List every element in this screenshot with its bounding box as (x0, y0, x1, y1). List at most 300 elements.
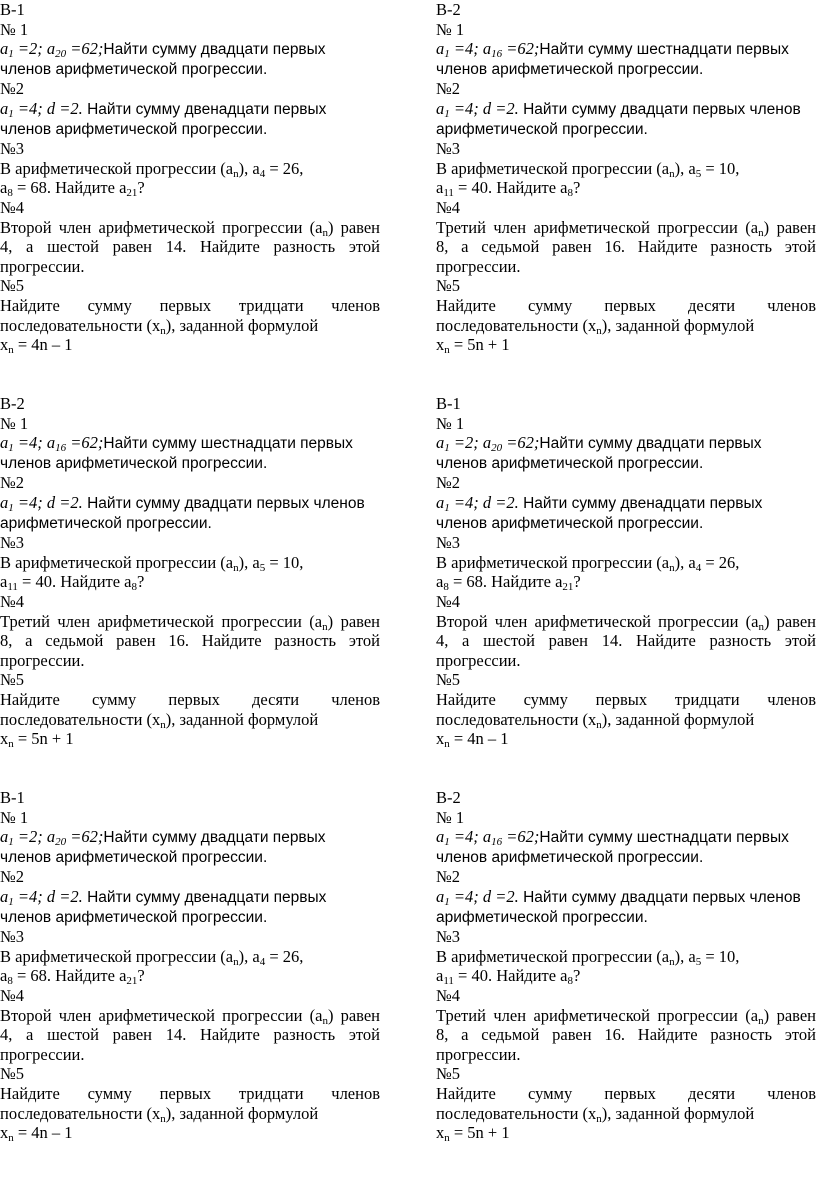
text-t4c: прогрессии. (0, 1044, 85, 1064)
task-5-line-1 (436, 690, 816, 710)
text-c1-s1: 1 (8, 442, 14, 455)
text-t5b-e: ), заданной формулой (165, 315, 319, 335)
text-t5c: x (0, 729, 9, 749)
text-t3a: В арифметической прогрессии (a (0, 552, 234, 572)
text-num3: №3 (0, 927, 24, 947)
text-t5b: последовательности (x (0, 709, 161, 729)
task-3-line-2 (436, 178, 816, 198)
task-2-line-1 (436, 493, 816, 514)
task-4-line-3 (0, 257, 380, 277)
text-t5a: Найдите сумму первых тридцати членов (0, 295, 380, 315)
text-c2-s: 1 (444, 895, 450, 908)
text-t3b-s: 11 (443, 975, 454, 988)
task-2-line-1 (436, 887, 816, 908)
task-2-line-1 (436, 99, 816, 120)
variant-label (0, 788, 380, 808)
text-t3b: a (436, 966, 444, 986)
text-c2-e: =4; d =2. (449, 98, 519, 118)
text-num2: №2 (0, 473, 24, 493)
task-3-line-1 (436, 947, 816, 967)
text-t3a: В арифметической прогрессии (a (0, 946, 234, 966)
text-t3b-s: 11 (443, 187, 454, 200)
text-num2: №2 (0, 867, 24, 887)
text-t3a: В арифметической прогрессии (a (436, 552, 670, 572)
task-5-line-1 (0, 296, 380, 316)
task-1-number (0, 414, 380, 434)
text-c1-e2: =62; (66, 433, 104, 453)
text-t1b: членов арифметической прогрессии. (0, 848, 268, 866)
text-t1a: Найти сумму шестнадцати первых (103, 435, 353, 453)
text-t3b-s2: 21 (126, 187, 138, 200)
text-t3a-m: ), a (674, 552, 696, 572)
text-t3b: a (0, 572, 8, 592)
text-t3b-e: ? (137, 966, 145, 986)
text-t3b-s2: 8 (567, 975, 574, 988)
text-num3: №3 (0, 533, 24, 553)
task-4-line-3 (436, 651, 816, 671)
text-t5c-e: = 4n – 1 (13, 335, 73, 355)
task-2-line-2 (436, 514, 816, 534)
text-num5: №5 (0, 1064, 24, 1084)
task-4-line-1 (0, 1006, 380, 1026)
text-t1b: членов арифметической прогрессии. (436, 848, 704, 866)
text-t5c-s: n (444, 738, 450, 751)
text-t5c: x (0, 335, 9, 355)
text-t4a: Третий член арифметической прогрессии (a (436, 1005, 759, 1025)
text-t5c-e: = 5n + 1 (13, 729, 74, 749)
task-3-number (0, 533, 380, 553)
text-t4c: прогрессии. (0, 650, 85, 670)
text-num4: №4 (436, 197, 460, 217)
task-5-line-1 (436, 1084, 816, 1104)
text-t2a: Найти сумму двадцати первых членов (518, 100, 801, 118)
text-c2-e: =4; d =2. (449, 492, 519, 512)
text-num1: № 1 (0, 413, 29, 433)
text-t4a-s: n (322, 226, 328, 239)
task-4-line-1 (436, 218, 816, 238)
text-t1a: Найти сумму двадцати первых (539, 435, 762, 453)
text-label: В-2 (436, 788, 461, 807)
text-t3a-m: ), a (238, 158, 260, 178)
text-t3b: a (0, 178, 8, 198)
text-t3b-e: ? (573, 178, 581, 198)
text-c1-a: a (436, 433, 445, 453)
text-t3b-e: ? (137, 572, 145, 592)
text-t2b: членов арифметической прогрессии. (0, 120, 268, 138)
task-5-formula (0, 1123, 380, 1143)
task-5-number (0, 276, 380, 296)
task-4-number (436, 198, 816, 218)
task-3-line-1 (0, 947, 380, 967)
text-t3b: a (0, 966, 8, 986)
task-4-number (0, 198, 380, 218)
task-1-line-1 (0, 433, 380, 454)
text-t4a: Третий член арифметической прогрессии (a (0, 611, 323, 631)
text-t3a-s: n (669, 167, 675, 180)
text-num3: №3 (436, 533, 460, 553)
text-t5b: последовательности (x (436, 709, 597, 729)
text-t4a: Третий член арифметической прогрессии (a (436, 217, 759, 237)
task-2-line-2 (0, 514, 380, 534)
task-4-line-2 (436, 1025, 816, 1045)
text-t5b: последовательности (x (436, 315, 597, 335)
task-5-number (0, 1064, 380, 1084)
task-4-line-2 (0, 631, 380, 651)
variant-label (0, 394, 380, 414)
text-t3a-e: = 26, (265, 946, 304, 966)
variant-card-6 (436, 788, 816, 1143)
text-t3b-e: ? (573, 572, 581, 592)
variant-label (436, 394, 816, 414)
text-t4c: прогрессии. (436, 256, 521, 276)
text-t5c-e: = 5n + 1 (449, 1123, 510, 1143)
text-t3a-s: n (669, 561, 675, 574)
text-c2-a: a (0, 886, 9, 906)
task-3-line-1 (0, 159, 380, 179)
text-t4a-e: ) равен (763, 1005, 816, 1025)
text-t5c-s: n (8, 344, 14, 357)
text-t4b: 8, а седьмой равен 16. Найдите разность этой (436, 1025, 816, 1045)
text-t5c-s: n (8, 1132, 14, 1145)
task-2-line-1 (0, 887, 380, 908)
text-t4a: Второй член арифметической прогрессии (a (436, 611, 759, 631)
task-5-line-2 (436, 710, 816, 730)
text-label: В-1 (0, 788, 25, 807)
task-5-line-2 (0, 710, 380, 730)
task-1-line-2 (436, 454, 816, 474)
text-t2b: арифметической прогрессии. (436, 908, 648, 926)
task-1-number (0, 808, 380, 828)
text-t4b: 4, а шестой равен 14. Найдите разность этой (0, 237, 380, 257)
task-5-formula (0, 335, 380, 355)
text-num5: №5 (436, 276, 460, 296)
text-t3a-e: = 26, (701, 552, 740, 572)
text-c1-e1: =4; a (449, 39, 492, 59)
text-t3b: a (436, 178, 444, 198)
text-t3b-m: = 68. Найдите a (448, 572, 563, 592)
text-t3b-s: 8 (7, 187, 13, 200)
text-t5c-s: n (444, 1132, 450, 1145)
text-t3b-e: ? (137, 178, 145, 198)
task-3-line-2 (436, 572, 816, 592)
text-t4c: прогрессии. (436, 650, 521, 670)
task-4-number (0, 986, 380, 1006)
text-c1-s1: 1 (8, 836, 14, 849)
text-c2-e: =4; d =2. (13, 886, 83, 906)
task-1-line-1 (0, 827, 380, 848)
task-5-line-2 (0, 1104, 380, 1124)
text-t5b-e: ), заданной формулой (601, 315, 755, 335)
text-label: В-1 (436, 394, 461, 413)
text-c1-e1: =2; a (449, 433, 492, 453)
text-c1-a: a (0, 39, 9, 59)
text-t3a-m: ), a (674, 946, 696, 966)
text-t3b-s: 8 (443, 581, 449, 594)
text-c1-e1: =2; a (13, 39, 56, 59)
task-3-line-2 (0, 572, 380, 592)
text-t4a-s: n (758, 620, 764, 633)
text-t3b-s2: 21 (562, 581, 574, 594)
task-3-number (0, 927, 380, 947)
text-t5b-e: ), заданной формулой (601, 1103, 755, 1123)
variant-card-5 (0, 788, 380, 1143)
text-t5b-s: n (596, 718, 602, 731)
text-t4a-e: ) равен (327, 611, 380, 631)
task-1-line-1 (436, 827, 816, 848)
text-c2-a: a (436, 886, 445, 906)
text-c1-s1: 1 (8, 48, 14, 61)
text-t3a-s2: 4 (259, 167, 266, 180)
text-t3b-s2: 21 (126, 975, 138, 988)
task-4-line-3 (436, 1045, 816, 1065)
task-1-line-2 (0, 60, 380, 80)
text-c2-e: =4; d =2. (449, 886, 519, 906)
text-t5a: Найдите сумму первых десяти членов (436, 295, 816, 315)
task-2-line-2 (0, 908, 380, 928)
text-t3a-e: = 10, (701, 946, 740, 966)
text-t5b-e: ), заданной формулой (165, 1103, 319, 1123)
text-num5: №5 (436, 670, 460, 690)
task-4-line-2 (0, 237, 380, 257)
task-3-number (436, 927, 816, 947)
text-t5b-s: n (160, 718, 166, 731)
text-t5a: Найдите сумму первых тридцати членов (0, 1083, 380, 1103)
text-t4b: 4, а шестой равен 14. Найдите разность этой (0, 1025, 380, 1045)
text-t2a: Найти сумму двадцати первых членов (82, 494, 365, 512)
text-num5: №5 (436, 1064, 460, 1084)
text-c1-s1: 1 (444, 836, 450, 849)
task-4-line-2 (436, 631, 816, 651)
text-num2: №2 (0, 79, 24, 99)
task-3-line-2 (436, 966, 816, 986)
text-t3a-s2: 5 (259, 561, 266, 574)
text-t3b-s2: 8 (567, 187, 574, 200)
text-t3b-m: = 40. Найдите a (453, 178, 568, 198)
text-t3a-m: ), a (238, 946, 260, 966)
text-num4: №4 (436, 985, 460, 1005)
text-t3a-s: n (233, 955, 239, 968)
variant-label (436, 788, 816, 808)
task-5-line-1 (0, 1084, 380, 1104)
text-c1-s1: 1 (444, 442, 450, 455)
text-t4a-s: n (322, 620, 328, 633)
task-5-line-1 (0, 690, 380, 710)
text-t4c: прогрессии. (0, 256, 85, 276)
text-c2-a: a (436, 98, 445, 118)
task-1-line-1 (436, 39, 816, 60)
text-c1-s2: 20 (491, 442, 503, 455)
text-t2a: Найти сумму двадцати первых членов (518, 888, 801, 906)
variant-card-4 (436, 394, 816, 749)
text-t3a-m: ), a (238, 552, 260, 572)
task-5-formula (436, 335, 816, 355)
variant-label (436, 0, 816, 20)
text-c2-e: =4; d =2. (13, 492, 83, 512)
text-c1-a: a (0, 433, 9, 453)
text-t4a-s: n (758, 1014, 764, 1027)
text-c1-e2: =62; (502, 39, 540, 59)
text-c1-e2: =62; (66, 39, 104, 59)
text-num2: №2 (436, 473, 460, 493)
text-t4a-s: n (758, 226, 764, 239)
text-t5b-s: n (160, 1112, 166, 1125)
text-t4a-e: ) равен (327, 1005, 380, 1025)
text-c1-e2: =62; (502, 827, 540, 847)
task-4-line-2 (436, 237, 816, 257)
text-t5b: последовательности (x (0, 1103, 161, 1123)
text-t4a: Второй член арифметической прогрессии (a (0, 217, 323, 237)
text-t4a-s: n (322, 1014, 328, 1027)
text-t3b-s: 8 (7, 975, 13, 988)
text-t3b-s: 11 (7, 581, 18, 594)
task-3-line-2 (0, 178, 380, 198)
task-4-number (436, 986, 816, 1006)
text-num4: №4 (0, 591, 24, 611)
task-4-line-3 (0, 651, 380, 671)
task-1-line-2 (436, 848, 816, 868)
task-1-number (436, 808, 816, 828)
task-5-number (436, 276, 816, 296)
task-5-formula (436, 729, 816, 749)
text-t3a-s: n (669, 955, 675, 968)
task-2-number (436, 79, 816, 99)
text-num5: №5 (0, 276, 24, 296)
text-num5: №5 (0, 670, 24, 690)
task-1-line-2 (436, 60, 816, 80)
text-t3a-s2: 5 (695, 167, 702, 180)
text-t5c-e: = 5n + 1 (449, 335, 510, 355)
text-t5c: x (436, 335, 445, 355)
task-1-number (436, 414, 816, 434)
text-c1-e1: =4; a (449, 827, 492, 847)
text-t5b-e: ), заданной формулой (165, 709, 319, 729)
task-3-line-1 (436, 553, 816, 573)
text-num1: № 1 (436, 19, 465, 39)
task-4-line-3 (436, 257, 816, 277)
text-t2a: Найти сумму двенадцати первых (82, 100, 327, 118)
text-t5c: x (0, 1123, 9, 1143)
text-t1b: членов арифметической прогрессии. (436, 60, 704, 78)
task-3-line-2 (0, 966, 380, 986)
text-num1: № 1 (0, 807, 29, 827)
text-c2-s: 1 (444, 107, 450, 120)
text-num3: №3 (436, 139, 460, 159)
text-t1a: Найти сумму шестнадцати первых (539, 829, 789, 847)
text-num4: №4 (436, 591, 460, 611)
task-2-number (436, 867, 816, 887)
text-label: В-1 (0, 0, 25, 19)
text-num1: № 1 (436, 807, 465, 827)
task-4-line-1 (0, 218, 380, 238)
task-2-number (0, 79, 380, 99)
text-t4a-e: ) равен (763, 611, 816, 631)
text-c2-s: 1 (444, 501, 450, 514)
text-t3a-s: n (233, 167, 239, 180)
text-t5b-s: n (596, 324, 602, 337)
text-t4c: прогрессии. (436, 1044, 521, 1064)
text-t3b-e: ? (573, 966, 581, 986)
text-num1: № 1 (0, 19, 29, 39)
text-c2-s: 1 (8, 501, 14, 514)
task-3-line-1 (0, 553, 380, 573)
text-t4b: 4, а шестой равен 14. Найдите разность этой (436, 631, 816, 651)
text-c1-s2: 16 (491, 48, 503, 61)
task-4-line-1 (0, 612, 380, 632)
task-1-line-1 (436, 433, 816, 454)
text-t3b-m: = 40. Найдите a (17, 572, 132, 592)
task-4-line-1 (436, 612, 816, 632)
task-1-line-2 (0, 848, 380, 868)
text-num2: №2 (436, 79, 460, 99)
text-c1-a: a (436, 39, 445, 59)
task-2-line-2 (436, 908, 816, 928)
text-t4a: Второй член арифметической прогрессии (a (0, 1005, 323, 1025)
task-2-number (436, 473, 816, 493)
text-t4b: 8, а седьмой равен 16. Найдите разность этой (436, 237, 816, 257)
variant-card-2 (436, 0, 816, 355)
task-3-number (436, 533, 816, 553)
task-4-line-3 (0, 1045, 380, 1065)
text-t5a: Найдите сумму первых десяти членов (0, 689, 380, 709)
task-3-number (436, 139, 816, 159)
text-t4a-e: ) равен (327, 217, 380, 237)
task-5-number (436, 670, 816, 690)
text-c1-s2: 16 (55, 442, 67, 455)
task-5-line-1 (436, 296, 816, 316)
text-c1-e2: =62; (66, 827, 104, 847)
text-c2-s: 1 (8, 107, 14, 120)
text-t2b: арифметической прогрессии. (0, 514, 212, 532)
text-t1a: Найти сумму двадцати первых (103, 41, 326, 59)
text-t2b: членов арифметической прогрессии. (436, 514, 704, 532)
text-t3a-e: = 10, (701, 158, 740, 178)
task-3-number (0, 139, 380, 159)
text-t2a: Найти сумму двенадцати первых (518, 494, 763, 512)
text-c1-a: a (0, 827, 9, 847)
text-c2-a: a (0, 492, 9, 512)
text-t2b: членов арифметической прогрессии. (0, 908, 268, 926)
text-t4a-e: ) равен (763, 217, 816, 237)
text-t5c: x (436, 729, 445, 749)
task-5-line-2 (436, 1104, 816, 1124)
text-t5c: x (436, 1123, 445, 1143)
text-t3a-s2: 4 (695, 561, 702, 574)
text-c2-a: a (0, 98, 9, 118)
task-2-number (0, 867, 380, 887)
text-t4b: 8, а седьмой равен 16. Найдите разность этой (0, 631, 380, 651)
text-t5b: последовательности (x (0, 315, 161, 335)
task-2-number (0, 473, 380, 493)
text-t1a: Найти сумму двадцати первых (103, 829, 326, 847)
task-2-line-1 (0, 99, 380, 120)
text-t5c-e: = 4n – 1 (449, 729, 509, 749)
task-5-line-2 (436, 316, 816, 336)
text-t5c-e: = 4n – 1 (13, 1123, 73, 1143)
text-t5a: Найдите сумму первых десяти членов (436, 1083, 816, 1103)
text-t1a: Найти сумму шестнадцати первых (539, 41, 789, 59)
text-t3b-s2: 8 (131, 581, 138, 594)
text-t3a-s2: 5 (695, 955, 702, 968)
text-t5c-s: n (444, 344, 450, 357)
variant-card-1 (0, 0, 380, 355)
task-1-number (436, 20, 816, 40)
text-t5b-s: n (596, 1112, 602, 1125)
text-c2-e: =4; d =2. (13, 98, 83, 118)
text-c1-e2: =62; (502, 433, 540, 453)
text-t5b: последовательности (x (436, 1103, 597, 1123)
text-t3a: В арифметической прогрессии (a (436, 158, 670, 178)
task-4-line-1 (436, 1006, 816, 1026)
